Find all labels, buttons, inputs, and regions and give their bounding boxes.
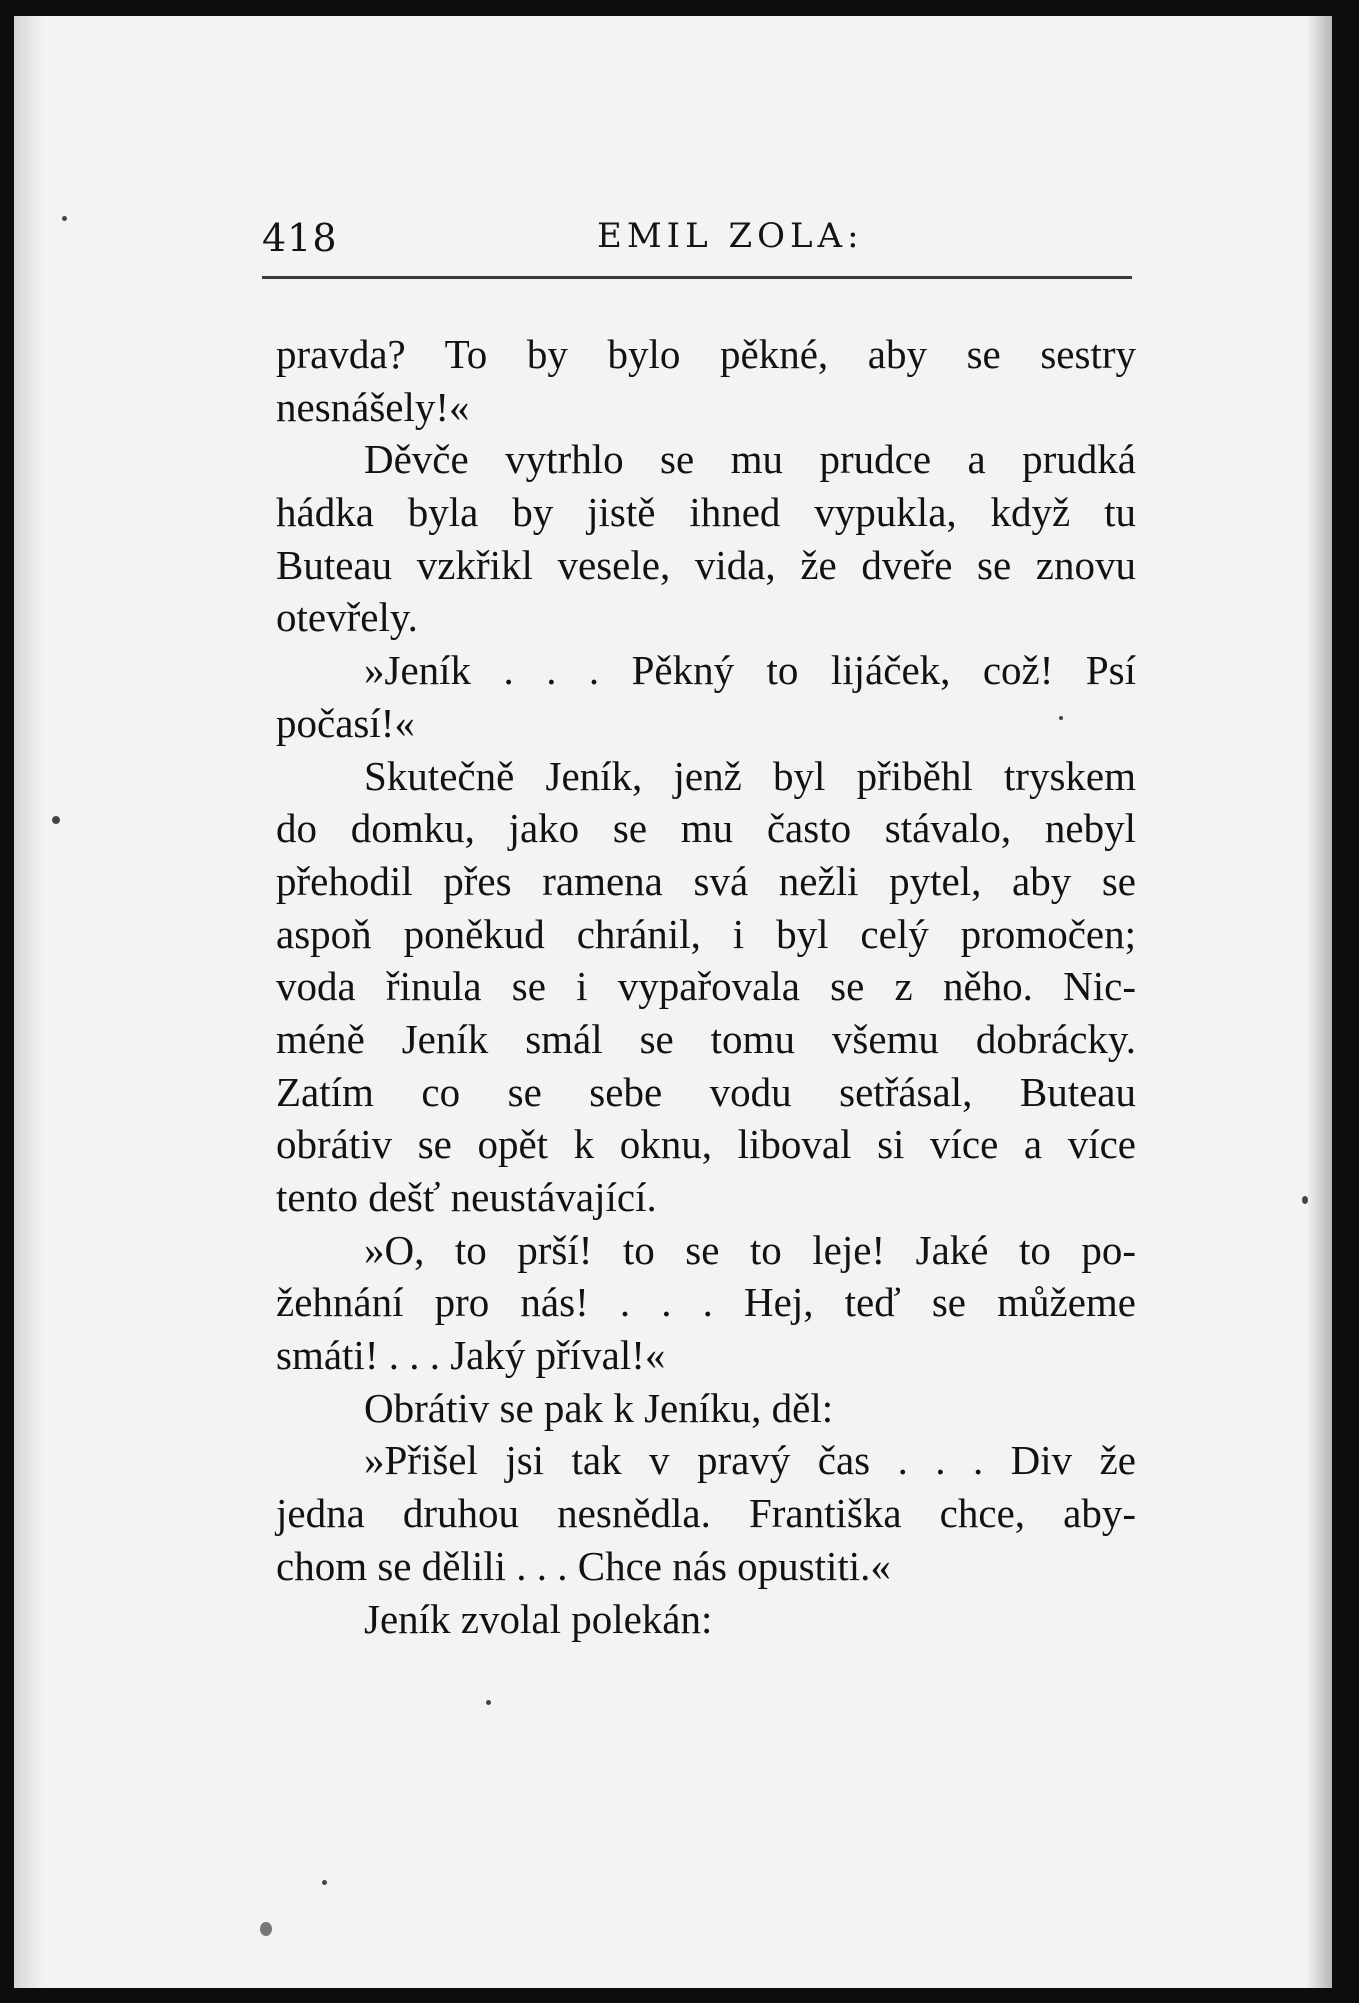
text-line: chom se dělili . . . Chce nás opustiti.« bbox=[276, 1542, 891, 1589]
paper-speck bbox=[52, 816, 60, 824]
text-line: nesnášely!« bbox=[276, 383, 470, 430]
header-rule bbox=[262, 276, 1132, 279]
text-line: Obrátiv se pak k Jeníku, děl: bbox=[364, 1384, 834, 1431]
text-line: »O, to prší! to se to leje! Jaké to po- bbox=[364, 1226, 1136, 1273]
text-line: Zatím co se sebe vodu setřásal, Buteau bbox=[276, 1068, 1136, 1115]
text-line: aspoň poněkud chránil, i byl celý promočen; bbox=[276, 910, 1136, 957]
text-line: hádka byla by jistě ihned vypukla, když tu bbox=[276, 489, 1136, 536]
body-text bbox=[276, 328, 1136, 1645]
text-line: Děvče vytrhlo se mu prudce a prudká bbox=[364, 436, 1136, 483]
text-line: »Přišel jsi tak v pravý čas . . . Div že bbox=[364, 1437, 1136, 1484]
text-line: do domku, jako se mu často stávalo, nebyl bbox=[276, 805, 1136, 852]
text-line: žehnání pro nás! . . . Hej, teď se můžeme bbox=[276, 1279, 1136, 1326]
paper-speck bbox=[486, 1700, 491, 1705]
text-line: pravda? To by bylo pěkné, aby se sestry bbox=[276, 331, 1136, 377]
book-page bbox=[14, 16, 1332, 1988]
paper-speck bbox=[260, 1922, 272, 1936]
text-line: Skutečně Jeník, jenž byl přiběhl tryskem bbox=[364, 752, 1136, 799]
page-header bbox=[262, 216, 1137, 276]
text-line: otevřely. bbox=[276, 594, 418, 641]
text-line: obrátiv se opět k oknu, liboval si více a více bbox=[276, 1121, 1136, 1168]
page-number: 418 bbox=[262, 216, 338, 260]
page-edge-shadow-right bbox=[1306, 16, 1332, 1988]
text-line: tento dešť neustávající. bbox=[276, 1174, 657, 1220]
text-line: voda řinula se i vypařovala se z něho. Nic- bbox=[276, 963, 1136, 1010]
paper-speck bbox=[1059, 716, 1063, 720]
text-line: Buteau vzkřikl vesele, vida, že dveře se znovu bbox=[276, 541, 1136, 588]
text-line: »Jeník . . . Pěkný to lijáček, což! Psí bbox=[364, 647, 1136, 694]
paper-speck bbox=[62, 216, 67, 221]
text-line: jedna druhou nesnědla. Františka chce, aby- bbox=[276, 1490, 1136, 1537]
paper-speck bbox=[322, 1880, 327, 1885]
text-line: méně Jeník smál se tomu všemu dobrácky. bbox=[276, 1015, 1136, 1062]
paper-speck bbox=[1302, 1196, 1308, 1204]
page-edge-shadow-left bbox=[14, 16, 44, 1988]
text-line: počasí!« bbox=[276, 699, 415, 746]
text-line: smáti! . . . Jaký příval!« bbox=[276, 1332, 666, 1379]
text-line: Jeník zvolal polekán: bbox=[364, 1595, 713, 1642]
text-line: přehodil přes ramena svá nežli pytel, aby se bbox=[276, 857, 1136, 904]
running-head: EMIL ZOLA: bbox=[597, 216, 864, 256]
